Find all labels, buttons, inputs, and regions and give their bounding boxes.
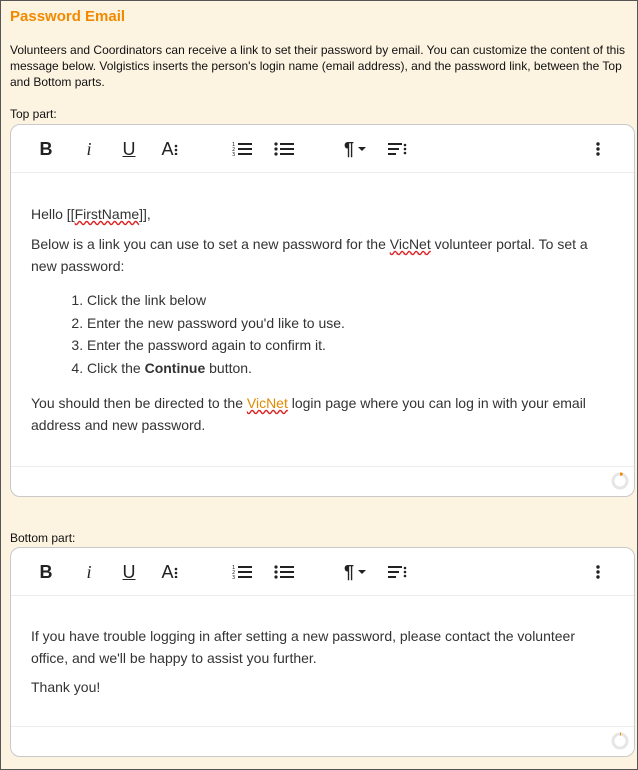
font-size-button[interactable] (159, 137, 181, 161)
font-size-button[interactable] (159, 560, 181, 584)
svg-text:2: 2 (232, 147, 236, 153)
bullet-list-button[interactable] (273, 137, 295, 161)
closing-paragraph-text-end: login page where you can log in with your email address and new password. (31, 395, 586, 433)
step4-text: Click the (87, 359, 145, 376)
text-align-button[interactable] (387, 560, 409, 584)
list-item (87, 357, 614, 380)
intro-paragraph-text: Below is a link you can use to set a new password for the (31, 236, 390, 252)
underline-icon: U (122, 138, 136, 159)
intro-paragraph-text-end: volunteer portal. To set a new password: (31, 236, 588, 274)
intro-paragraph (31, 233, 614, 277)
svg-text:1: 1 (232, 565, 236, 571)
bold-icon: B (39, 561, 53, 582)
svg-text:2: 2 (232, 570, 236, 576)
bottom-editor-toolbar (11, 548, 634, 596)
bullet-list-button[interactable] (273, 560, 295, 584)
svg-text:3: 3 (232, 152, 236, 157)
intro-text: Volunteers and Coordinators can receive a link to set their password by email. You can customize the content of this message below. Volgistics inserts the person's login name (email address), and the password link, between the Top and Bottom parts. (10, 43, 626, 89)
page-title: Password Email (10, 8, 126, 25)
font-size-label: A (161, 138, 174, 159)
ordered-list-button[interactable] (231, 560, 253, 584)
list-item: 1. Click the link below (87, 289, 614, 312)
font-size-label: A (161, 561, 174, 582)
font-size-icon (161, 562, 178, 583)
chevron-down-icon (357, 569, 367, 575)
more-options-button[interactable] (587, 137, 609, 161)
text-align-button[interactable] (387, 137, 409, 161)
bottom-editor-content[interactable] (31, 625, 614, 698)
ordered-list-icon (232, 141, 252, 157)
svg-text:1: 1 (232, 142, 236, 148)
bullet-list-icon (274, 141, 294, 157)
italic-icon: i (86, 138, 92, 159)
step4-text-end: button. (205, 359, 252, 376)
underline-icon: U (122, 561, 136, 582)
more-vertical-icon (595, 564, 601, 580)
character-counter-icon (611, 472, 629, 490)
text-align-icon (388, 141, 408, 157)
more-vertical-icon (595, 141, 601, 157)
paragraph-format-button[interactable] (344, 560, 367, 584)
svg-text:3: 3 (232, 575, 236, 580)
font-size-icon (161, 139, 178, 160)
paragraph-format-icon: ¶ (344, 561, 355, 582)
ordered-list-button[interactable] (231, 137, 253, 161)
greeting-suffix: ]], (139, 206, 151, 222)
closing-paragraph (31, 392, 614, 436)
brand-name-link: VicNet (246, 395, 288, 411)
steps-list (31, 289, 614, 379)
bold-icon: B (39, 138, 53, 159)
closing-paragraph-text: You should then be directed to the (31, 395, 247, 411)
top-part-editor[interactable] (10, 124, 635, 497)
brand-name: VicNet (389, 236, 431, 252)
underline-button[interactable] (118, 560, 140, 584)
continue-emphasis: Continue (144, 359, 206, 376)
bold-button[interactable] (35, 560, 57, 584)
greeting-line (31, 203, 614, 225)
italic-button[interactable] (78, 560, 100, 584)
italic-button[interactable] (78, 137, 100, 161)
bottom-part-label: Bottom part: (10, 531, 76, 545)
paragraph-format-icon: ¶ (344, 138, 355, 159)
ordered-list-icon (232, 564, 252, 580)
more-options-button[interactable] (587, 560, 609, 584)
top-editor-content[interactable] (31, 203, 614, 436)
bottom-part-editor[interactable] (10, 547, 635, 757)
chevron-down-icon (357, 146, 367, 152)
list-item: 2. Enter the new password you'd like to use. (87, 312, 614, 335)
top-editor-toolbar (11, 125, 634, 173)
character-counter-icon (611, 732, 629, 750)
thanks-paragraph: Thank you! (31, 679, 101, 695)
italic-icon: i (86, 561, 92, 582)
text-align-icon (388, 564, 408, 580)
bottom-editor-footer (11, 726, 634, 756)
top-part-label: Top part: (10, 107, 57, 121)
bullet-list-icon (274, 564, 294, 580)
top-editor-footer (11, 466, 634, 496)
paragraph-format-button[interactable] (344, 137, 367, 161)
help-paragraph: If you have trouble logging in after setting a new password, please contact the volunteer office, and we'll be happy to assist you further. (31, 628, 576, 666)
underline-button[interactable] (118, 137, 140, 161)
greeting-variable: FirstName (74, 206, 140, 222)
bold-button[interactable] (35, 137, 57, 161)
greeting-prefix: Hello [[ (31, 206, 75, 222)
list-item: 3. Enter the password again to confirm it. (87, 334, 614, 357)
